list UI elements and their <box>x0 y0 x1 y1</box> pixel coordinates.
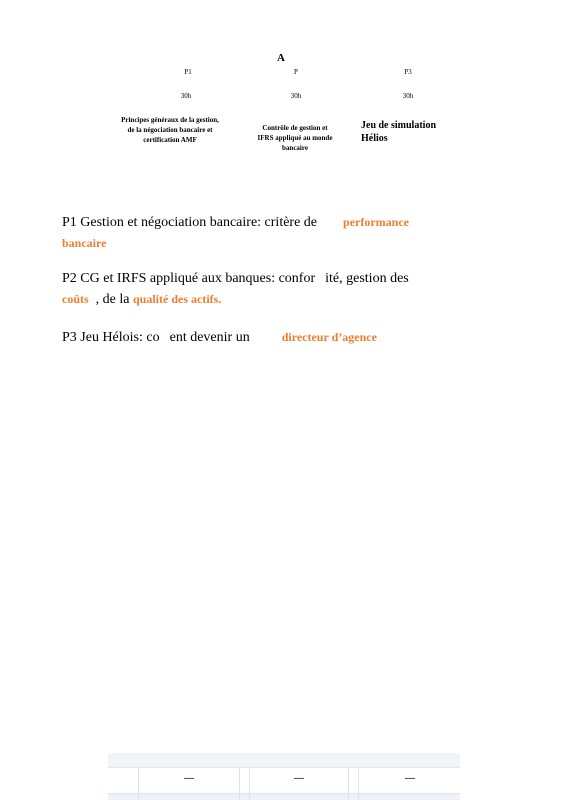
highlight-performance: performance <box>343 215 409 229</box>
paragraph-p3 <box>62 327 462 348</box>
description-line: certification AMF <box>143 136 197 144</box>
column-description-p2 <box>240 123 350 153</box>
header-title: A <box>277 52 285 64</box>
column-hours-p2: 30h <box>290 92 302 100</box>
paragraph-p1 <box>62 212 462 254</box>
table-cell-mark: — <box>405 773 415 784</box>
table-column-divider <box>348 767 349 800</box>
column-code-p1: P1 <box>184 68 192 76</box>
table-cell-mark: — <box>294 773 304 784</box>
paragraph-text: P3 Jeu Hélois: co <box>62 330 160 345</box>
paragraph-text: P2 CG et IRFS appliqué aux banques: confor <box>62 271 316 286</box>
highlight-couts: coûts <box>62 292 89 306</box>
paragraph-p2 <box>62 269 462 310</box>
description-line: bancaire <box>282 144 308 152</box>
column-hours-p3: 30h <box>402 92 414 100</box>
column-code-p3: P3 <box>404 68 412 76</box>
table-fragment <box>108 753 460 800</box>
table-header-band <box>108 753 460 767</box>
table-row <box>108 794 460 800</box>
table-column-divider <box>239 767 240 800</box>
description-line: Jeu de simulation <box>361 120 437 131</box>
description-line: Principes généraux de la gestion, <box>121 116 219 124</box>
table-divider <box>108 793 460 794</box>
table-column-divider <box>358 767 359 800</box>
description-line: IFRS appliqué au monde <box>257 134 333 142</box>
highlight-qualite-actifs: qualité des actifs. <box>133 292 222 306</box>
paragraph-text: ent devenir un <box>169 330 250 345</box>
column-description-p1 <box>100 115 240 145</box>
description-line: de la négociation bancaire et <box>127 126 213 134</box>
table-column-divider <box>249 767 250 800</box>
table-cell-mark: — <box>184 773 194 784</box>
description-line: Contrôle de gestion et <box>262 124 328 132</box>
column-code-p2: P <box>294 68 298 76</box>
paragraph-text: , de la <box>95 292 130 307</box>
table-column-divider <box>138 767 139 800</box>
highlight-directeur-agence: directeur d’agence <box>281 330 377 344</box>
description-line: Hélios <box>361 133 388 144</box>
table-divider <box>108 767 460 768</box>
column-hours-p1: 30h <box>180 92 192 100</box>
paragraph-text: ité, gestion des <box>325 271 409 286</box>
paragraph-text: P1 Gestion et négociation bancaire: critère de <box>62 215 318 230</box>
column-description-p3 <box>361 119 436 145</box>
highlight-bancaire: bancaire <box>62 236 107 250</box>
